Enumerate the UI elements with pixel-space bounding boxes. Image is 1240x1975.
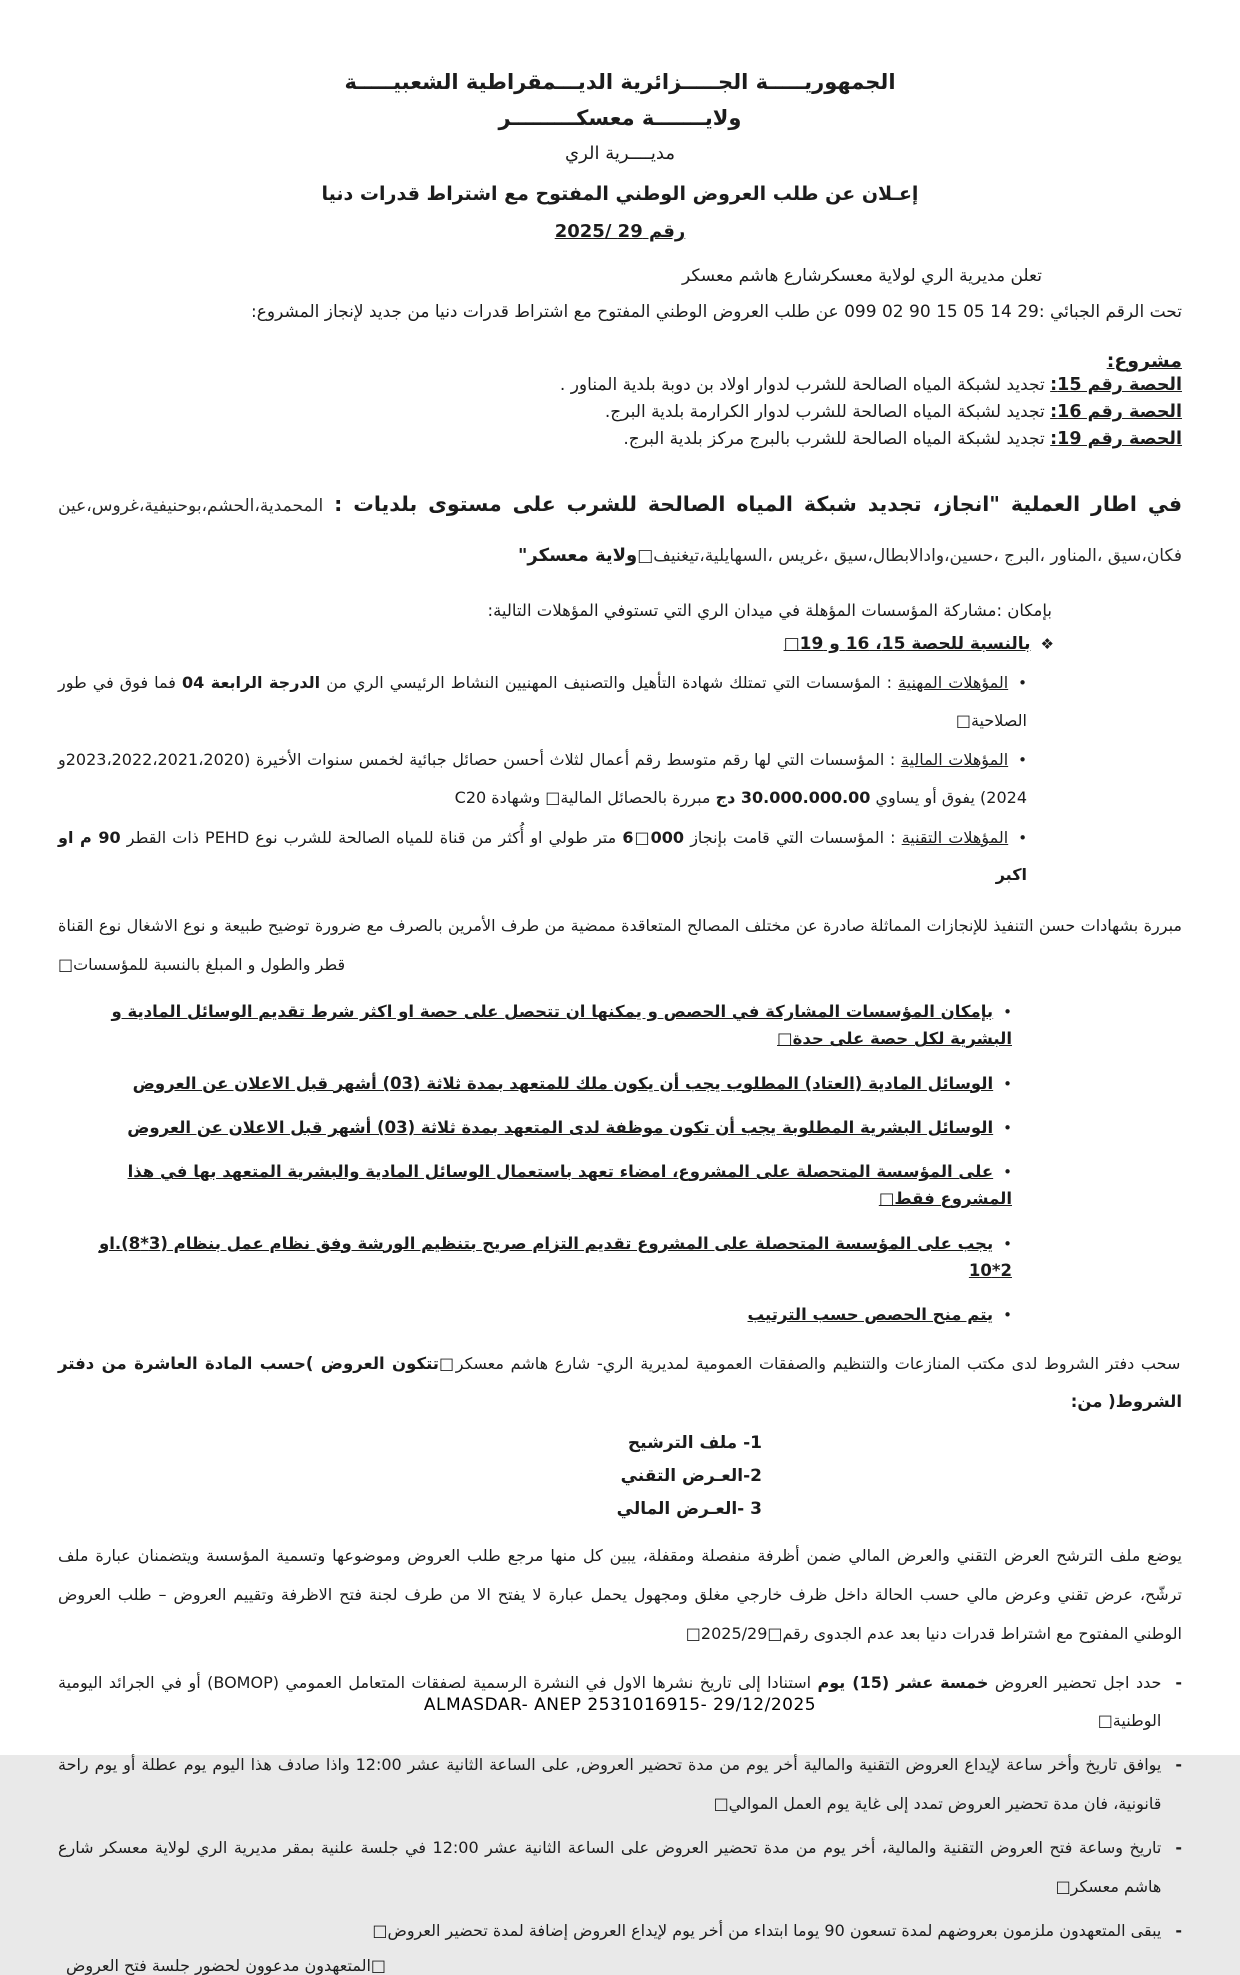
deadline-text-end: استنادا إلى تاريخ نشرها الاول في النشرة الرسمية لصفقات المتعامل العمومي (BOMOP) أو في الجرائد اليومية الوطنية□ <box>58 1672 1162 1731</box>
lot-15-label: الحصة رقم 15: <box>1050 375 1182 396</box>
certificates-paragraph: مبررة بشهادات حسن التنفيذ للإنجازات المماثلة صادرة عن مختلف المصالح المتعاقدة ممضية من طرف الأمرين بالصرف مع ضرورة توضيح طبيعة و نوع الاشغال نوع القناة قطر والطول و المبلغ بالنسبة للمؤسسات□ <box>58 915 1182 975</box>
republic-title: الجمهوريـــــة الجـــــزائرية الديـــمقراطية الشعبيـــــة <box>344 70 896 94</box>
condition-item <box>58 1230 1182 1284</box>
bullet-icon: • <box>1003 1118 1012 1137</box>
diamond-bullet-icon: ❖ <box>1040 635 1054 654</box>
lot-19-text: تجديد لشبكة المياه الصالحة للشرب بالبرج مركز بلدية البرج. <box>623 429 1051 450</box>
operation-paragraph <box>58 479 1182 581</box>
qualification-label: المؤهلات التقنية <box>901 827 1009 847</box>
qualification-highlight-2: 90 م او اكبر <box>58 827 1027 885</box>
deadline-item <box>58 1829 1182 1906</box>
offers-composition-text: تتكون العروض )حسب المادة العاشرة من دفتر الشروط( من: <box>58 1354 1182 1412</box>
eligibility-line: بإمكان :مشاركة المؤسسات المؤهلة في ميدان الري التي تستوفي المؤهلات التالية: <box>487 601 1052 621</box>
lot-19-line <box>58 426 1182 453</box>
condition-item <box>58 1301 1182 1328</box>
operation-municipalities: المحمدية،الحشم،بوحنيفية،غروس،عين فكان،سيق ،المناور ،البرج ،حسين،وادالابطال،سيق ،غريس ،السهايلية،تيغنيف□ <box>58 496 1182 567</box>
withdrawal-text: سحب دفتر الشروط لدى مكتب المنازعات والتنظيم والصفقات العمومية لمديرية الري- شارع هاشم معسكر□ <box>439 1354 1181 1374</box>
qualification-technical <box>58 819 1182 894</box>
qualification-text: المؤسسات التي قامت بإنجاز <box>684 827 885 847</box>
qualification-text: المؤسسات التي لها رقم متوسط رقم أعمال لثلاث أحسن حصائل جبائية لخمس سنوات الأخيرة (2023،2022،2021،2020و 2024) يفوق أو يساوي <box>58 750 1027 808</box>
deadline-text-start: يوافق تاريخ وأخر ساعة لإيداع العروض التقنية والمالية أخر يوم من مدة تحضير العروض, على الساعة الثانية عشر 12:00 واذا صادف هذا اليوم يوم عطلة أو يوم راحة قانونية، فان مدة تحضير العروض تمدد إلى غاية يوم العمل الموالي□ <box>58 1755 1162 1813</box>
qualification-financial <box>58 741 1182 816</box>
announcement-title: إعـلان عن طلب العروض الوطني المفتوح مع اشتراط قدرات دنيا <box>321 183 919 205</box>
envelope-paragraph: يوضع ملف الترشح العرض التقني والعرض المالي ضمن أظرفة منفصلة ومقفلة، يبين كل منها مرجع طلب العروض وموضوعها وتسمية المؤسسة ويتضمنان عبارة ملف ترشّح، عرض تقني وعرض مالي حسب الحالة داخل ظرف خارجي مغلق ومجهول يحمل عبارة لا يفتح الا من طرف لجنة فتح الاظرفة وتقييم العروض – طلب العروض الوطني المفتوح مع اشتراط قدرات دنيا بعد عدم الجدوى رقم□2025/29□ <box>58 1546 1182 1644</box>
bullet-icon: • <box>1018 751 1027 770</box>
qualification-separator: : <box>884 827 902 847</box>
offer-file-item: 1- ملف الترشيح <box>627 1433 762 1454</box>
anep-footer: ALMASDAR- ANEP 2531016915- 29/12/2025 <box>423 1695 817 1715</box>
condition-text: يجب على المؤسسة المتحصلة على المشروع تقديم التزام صريح بتنظيم الورشة وفق نظام عمل بنظام (3*8).او 2*10 <box>99 1233 1012 1280</box>
qualification-separator: : <box>884 750 901 770</box>
bullet-icon: • <box>1003 1074 1012 1093</box>
qualification-text: المؤسسات التي تمتلك شهادة التأهيل والتصنيف المهنيين النشاط الرئيسي الري من <box>320 673 881 693</box>
condition-item <box>58 998 1182 1052</box>
bullet-icon: • <box>1018 674 1028 693</box>
project-heading: مشروع: <box>1106 350 1182 373</box>
tender-reference: رقم 29 /2025 <box>554 221 686 242</box>
qualification-label: المؤهلات المالية <box>900 750 1009 770</box>
lots-note-text: بالنسبة للحصة 15، 16 و 19□ <box>783 634 1031 655</box>
condition-item <box>58 1070 1182 1097</box>
qualification-highlight: 6‎□‎000 <box>622 827 685 847</box>
lots-note-line <box>58 634 1054 654</box>
dash-bullet: - <box>1175 1672 1182 1692</box>
operation-intro: في اطار العملية "انجاز، تجديد شبكة المياه الصالحة للشرب على مستوى بلديات : <box>323 492 1182 517</box>
deadline-item <box>58 1746 1182 1823</box>
document-header <box>58 64 1182 250</box>
lot-19-label: الحصة رقم 19: <box>1050 429 1182 450</box>
dash-bullet: - <box>1175 1920 1182 1940</box>
qualifications-list <box>58 664 1182 894</box>
condition-item <box>58 1158 1182 1212</box>
qualification-text-end: فما فوق في طور الصلاحية□ <box>58 673 1027 730</box>
announcing-authority-line: تعلن مديرية الري لولاية معسكرشارع هاشم معسكر <box>682 266 1042 286</box>
lot-16-label: الحصة رقم 16: <box>1050 402 1182 423</box>
bullet-icon: • <box>1003 1305 1012 1324</box>
qualification-highlight: الدرجة الرابعة 04 <box>181 673 321 693</box>
qualification-text-end: مبررة بالحصائل المالية□ وشهادة C20 <box>454 788 716 808</box>
deadline-item <box>58 1912 1182 1950</box>
withdrawal-paragraph <box>58 1345 1182 1421</box>
lot-16-line <box>58 399 1182 426</box>
deadline-text <box>58 1746 1161 1823</box>
condition-text: على المؤسسة المتحصلة على المشروع، امضاء تعهد باستعمال الوسائل المادية والبشرية المتعهد بها في هذا المشروع فقط□ <box>127 1162 1012 1209</box>
offer-file-item: 2-العـرض التقني <box>620 1466 762 1487</box>
wilaya-title: ولايـــــــة معسكـــــــــر <box>498 106 742 130</box>
deadline-text <box>58 1829 1161 1906</box>
bullet-icon: • <box>1003 1234 1012 1253</box>
closing-line: □المتعهدون مدعوون لحضور جلسة فتح العروض <box>66 1956 387 1975</box>
condition-text: الوسائل المادية (العتاد) المطلوب يجب أن يكون ملك للمتعهد بمدة ثلاثة (03) أشهر قبل الاعلان عن العروض <box>132 1073 994 1093</box>
offer-files-list <box>58 1427 762 1526</box>
deadline-text-start: حدد اجل تحضير العروض <box>988 1672 1162 1692</box>
condition-text: الوسائل البشرية المطلوبة يجب أن تكون موظفة لدى المتعهد بمدة ثلاثة (03) أشهر قبل الاعلان عن العروض <box>127 1117 994 1137</box>
deadline-highlight: خمسة عشر (15) يوم <box>817 1672 989 1692</box>
deadline-text-start: تاريخ وساعة فتح العروض التقنية والمالية، أخر يوم من مدة تحضير العروض على الساعة الثانية عشر 12:00 في جلسة علنية بمقر مديرية الري لولاية معسكر شارع هاشم معسكر□ <box>58 1838 1162 1896</box>
lot-15-line <box>58 372 1182 399</box>
lot-15-text: تجديد لشبكة المياه الصالحة للشرب لدوار اولاد بن دوبة بلدية المناور . <box>559 375 1051 396</box>
condition-text: يتم منح الحصص حسب الترتيب <box>747 1304 994 1324</box>
dash-bullet: - <box>1175 1755 1182 1775</box>
qualification-separator: : <box>880 673 899 693</box>
operation-wilaya: ولاية معسكر" <box>518 545 638 567</box>
bullet-icon: • <box>1003 1003 1012 1022</box>
condition-item <box>58 1114 1182 1141</box>
bullet-icon: • <box>1018 828 1028 847</box>
conditions-list <box>58 998 1182 1328</box>
qualification-text-mid: متر طولي او أُكثر من قناة للمياه الصالحة للشرب نوع PEHD ذات القطر <box>120 827 623 847</box>
qualification-label: المؤهلات المهنية <box>898 673 1009 693</box>
lot-16-text: تجديد لشبكة المياه الصالحة للشرب لدوار الكرارمة بلدية البرج. <box>604 402 1051 423</box>
deadline-text-start: يبقى المتعهدون ملزمون بعروضهم لمدة تسعون 90 يوما ابتداء من أخر يوم لإيداع العروض إضافة لمدة تحضير العروض□ <box>372 1920 1162 1940</box>
offer-file-item: 3 -العـرض المالي <box>616 1499 762 1520</box>
bullet-icon: • <box>1003 1163 1012 1182</box>
qualification-professional <box>58 664 1182 739</box>
dash-bullet: - <box>1175 1838 1182 1858</box>
tax-id-line: تحت الرقم الجبائي :29 14 05 15 90 02 099 عن طلب العروض الوطني المفتوح مع اشتراط قدرات دنيا من جديد لإنجاز المشروع: <box>250 302 1182 322</box>
qualification-highlight: 30.000.000.00 دج <box>715 788 871 808</box>
deadline-text <box>58 1912 1161 1950</box>
directorate-title: مديــــرية الري <box>564 143 675 164</box>
condition-text: بإمكان المؤسسات المشاركة في الحصص و يمكنها ان تتحصل على حصة او اكثر شرط تقديم الوسائل المادية و البشرية لكل حصة على حدة□ <box>111 1002 1012 1049</box>
